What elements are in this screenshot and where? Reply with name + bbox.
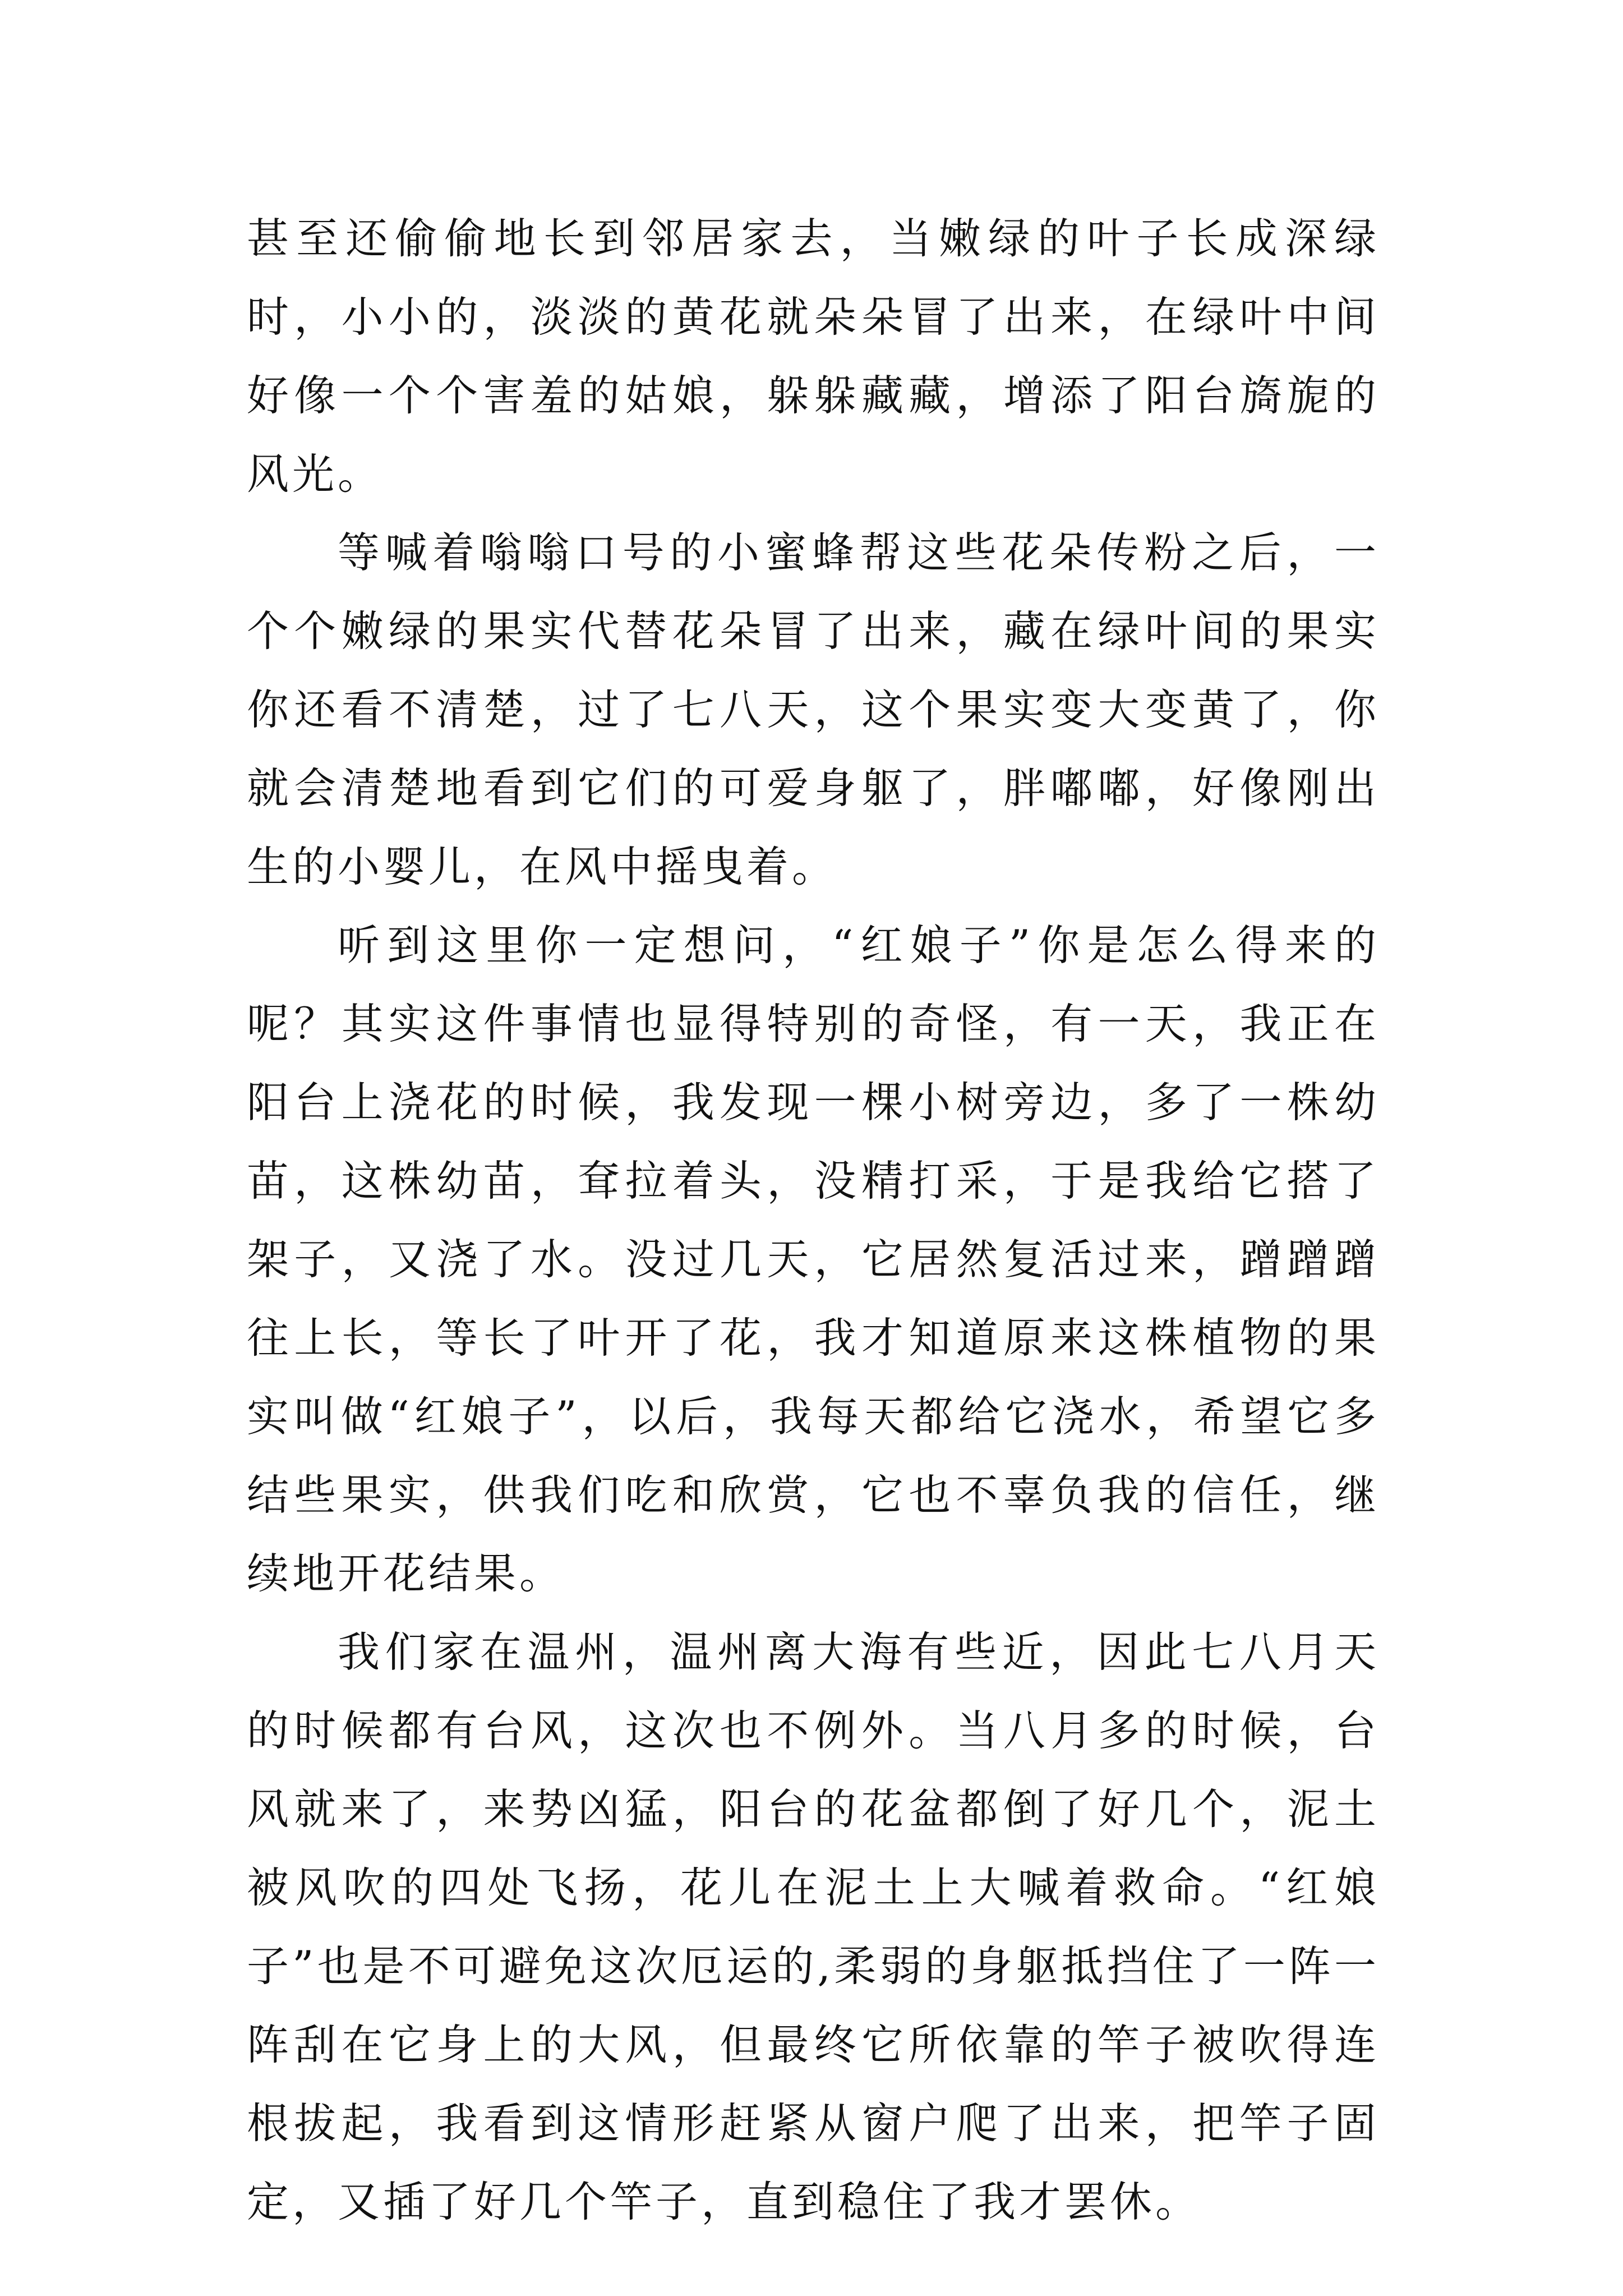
story-text [247, 199, 1380, 2241]
paragraph-2: 等喊着嗡嗡口号的小蜜蜂帮这些花朵传粉之后，一个个嫩绿的果实代替花朵冒了出来，藏在绿叶间的果实你还看不清楚，过了七八天，这个果实变大变黄了，你就会清楚地看到它们的可爱身躯了，胖嘟嘟，好像刚出生的小婴儿，在风中摇曳着。 [247, 528, 1380, 891]
paragraph-4: 我们家在温州，温州离大海有些近，因此七八月天的时候都有台风，这次也不例外。当八月多的时候，台风就来了，来势凶猛，阳台的花盆都倒了好几个，泥土被风吹的四处飞扬，花儿在泥土上大喊着救命。“红娘子”也是不可避免这次厄运的,柔弱的身躯抵挡住了一阵一阵刮在它身上的大风，但最终它所依靠的竿子被吹得连根拔起，我看到这情形赶紧从窗户爬了出来，把竿子固定，又插了好几个竿子，直到稳住了我才罢休。 [247, 1627, 1380, 2226]
paragraph-1: 甚至还偷偷地长到邻居家去，当嫩绿的叶子长成深绿时，小小的，淡淡的黄花就朵朵冒了出来，在绿叶中间好像一个个害羞的姑娘，躲躲藏藏，增添了阳台旖旎的风光。 [247, 214, 1380, 499]
paragraph-3: 听到这里你一定想问，“红娘子”你是怎么得来的呢？其实这件事情也显得特别的奇怪，有一天，我正在阳台上浇花的时候，我发现一棵小树旁边，多了一株幼苗，这株幼苗，耷拉着头，没精打采，于是我给它搭了架子，又浇了水。没过几天，它居然复活过来，蹭蹭蹭往上长，等长了叶开了花，我才知道原来这株植物的果实叫做“红娘子”，以后，我每天都给它浇水，希望它多结些果实，供我们吃和欣赏，它也不辜负我的信任，继续地开花结果。 [247, 921, 1380, 1598]
